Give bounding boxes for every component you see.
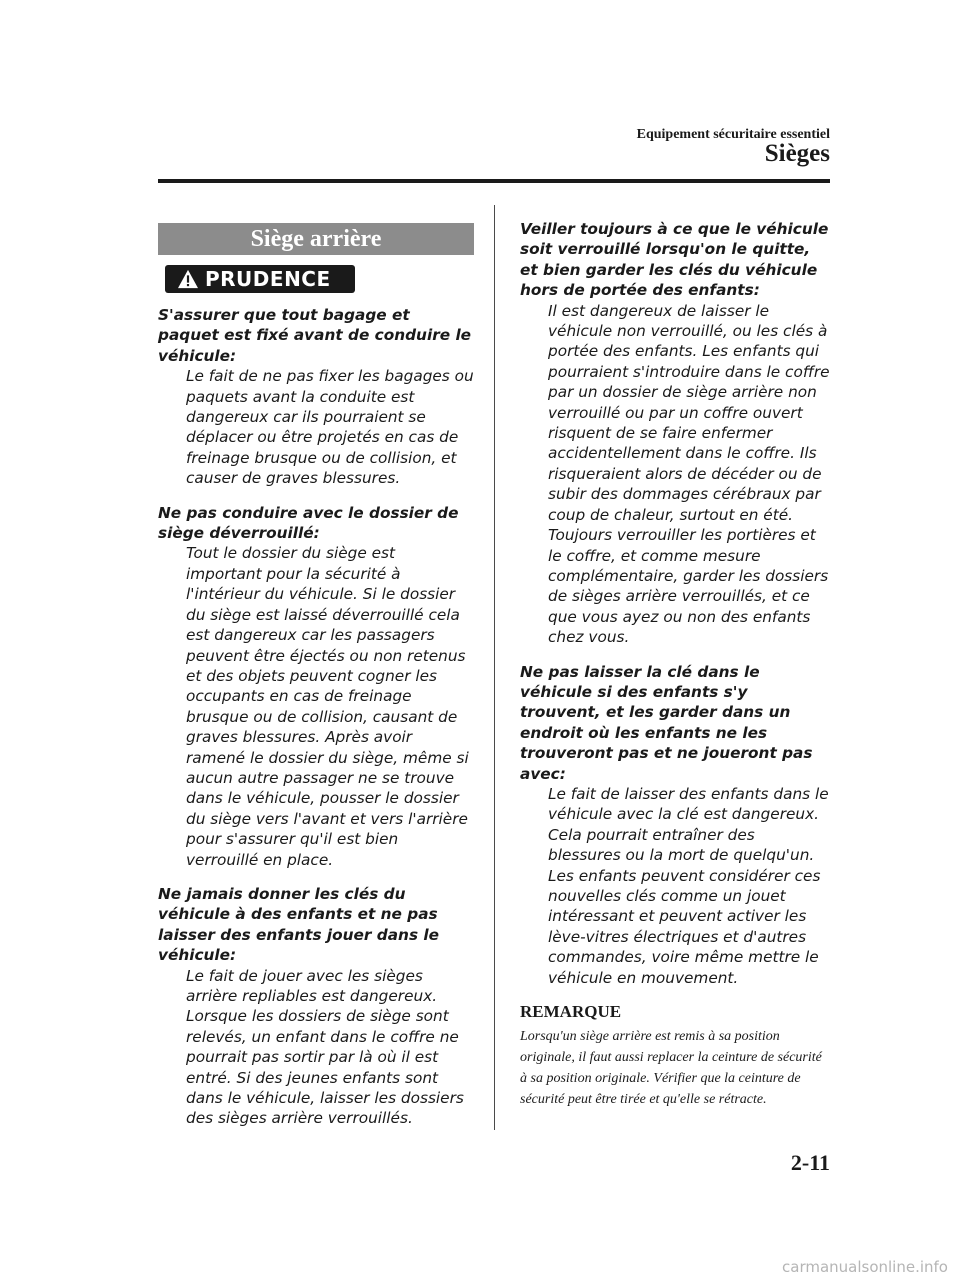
section-title-bar: Siège arrière [158,223,474,255]
caution-item [520,219,832,648]
watermark: carmanualsonline.info [782,1258,948,1276]
header-title: Sièges [764,140,830,167]
page-number: 2-11 [790,1150,830,1175]
caution-label: PRUDENCE [205,267,331,291]
caution-item-body: Le fait de ne pas fixer les bagages ou paquets avant la conduite est dangereux car ils pourraient se déplacer ou être projetés en cas de freinage brusque ou de collision, et causer de graves blessures. [186,367,474,488]
caution-item-body: Il est dangereux de laisser le véhicule non verrouillé, ou les clés à portée des enfants. Les enfants qui pourraient s'introduire dans le coffre par un dossier de siège arrière non verrouillé ou par un coffre ouvert risquent de se faire enfermer accidentellement dans le coffre. Ils risqueraient alors de décéder ou de subir des dommages cérébraux par coup de chaleur, surtout en été. Toujours verrouiller les portières et le coffre, et comme mesure complémentaire, garder les dossiers de sièges arrière verrouillés, et ce que vous ayez ou non des enfants chez vous. [548,301,830,647]
caution-item-heading: Ne pas conduire avec le dossier de siège déverrouillé: [158,503,459,543]
right-column [520,219,832,1110]
caution-item-heading: Ne jamais donner les clés du véhicule à des enfants et ne pas laisser des enfants jouer dans le véhicule: [158,884,439,965]
note-heading: REMARQUE [520,1002,622,1022]
warning-triangle-icon [177,269,199,289]
caution-item-heading: Ne pas laisser la clé dans le véhicule si des enfants s'y trouvent, et les garder dans un endroit où les enfants ne les trouveront pas et ne joueront pas avec: [520,662,813,783]
left-column [158,223,474,1143]
header-section-label: Equipement sécuritaire essentiel [636,127,830,142]
note-body: Lorsqu'un siège arrière est remis à sa position originale, il faut aussi replacer la ceinture de sécurité à sa position originale. Vérifier que la ceinture de sécurité peut être tirée et qu'elle se rétracte. [520,1029,822,1108]
caution-item-body: Tout le dossier du siège est important pour la sécurité à l'intérieur du véhicule. Si le dossier du siège est laissé déverrouillé cela est dangereux car les passagers peuvent être éjectés ou non retenus et des objets peuvent cogner les occupants en cas de freinage brusque ou de collision, causant de graves blessures. Après avoir ramené le dossier du siège, même si aucun autre passager ne se trouve dans le véhicule, pousser le dossier du siège vers l'avant et vers l'arrière pour s'assurer qu'il est bien verrouillé en place. [186,544,469,869]
caution-item-heading: Veiller toujours à ce que le véhicule soit verrouillé lorsqu'on le quitte, et bien garder les clés du véhicule hors de portée des enfants: [520,220,829,300]
caution-item [158,305,474,489]
header-rule [158,179,830,183]
caution-item-body: Le fait de laisser des enfants dans le véhicule avec la clé est dangereux. Cela pourrait entraîner des blessures ou la mort de quelqu'un. Les enfants peuvent considérer ces nouvelles clés comme un jouet intéressant et peuvent activer les lève-vitres électriques et d'autres commandes, voire même mettre le véhicule en mouvement. [548,784,829,987]
caution-item [158,884,474,1129]
column-divider [494,205,495,1130]
caution-item [520,662,832,989]
caution-item [158,503,474,870]
caution-badge [165,265,355,293]
caution-item-body: Le fait de jouer avec les sièges arrière repliables est dangereux. Lorsque les dossiers de siège sont relevés, un enfant dans le coffre ne pourrait pas sortir par là où il est entré. Si des jeunes enfants sont dans le véhicule, laisser les dossiers des sièges arrière verrouillés. [186,966,464,1128]
caution-item-heading: S'assurer que tout bagage et paquet est fixé avant de conduire le véhicule: [158,306,472,365]
